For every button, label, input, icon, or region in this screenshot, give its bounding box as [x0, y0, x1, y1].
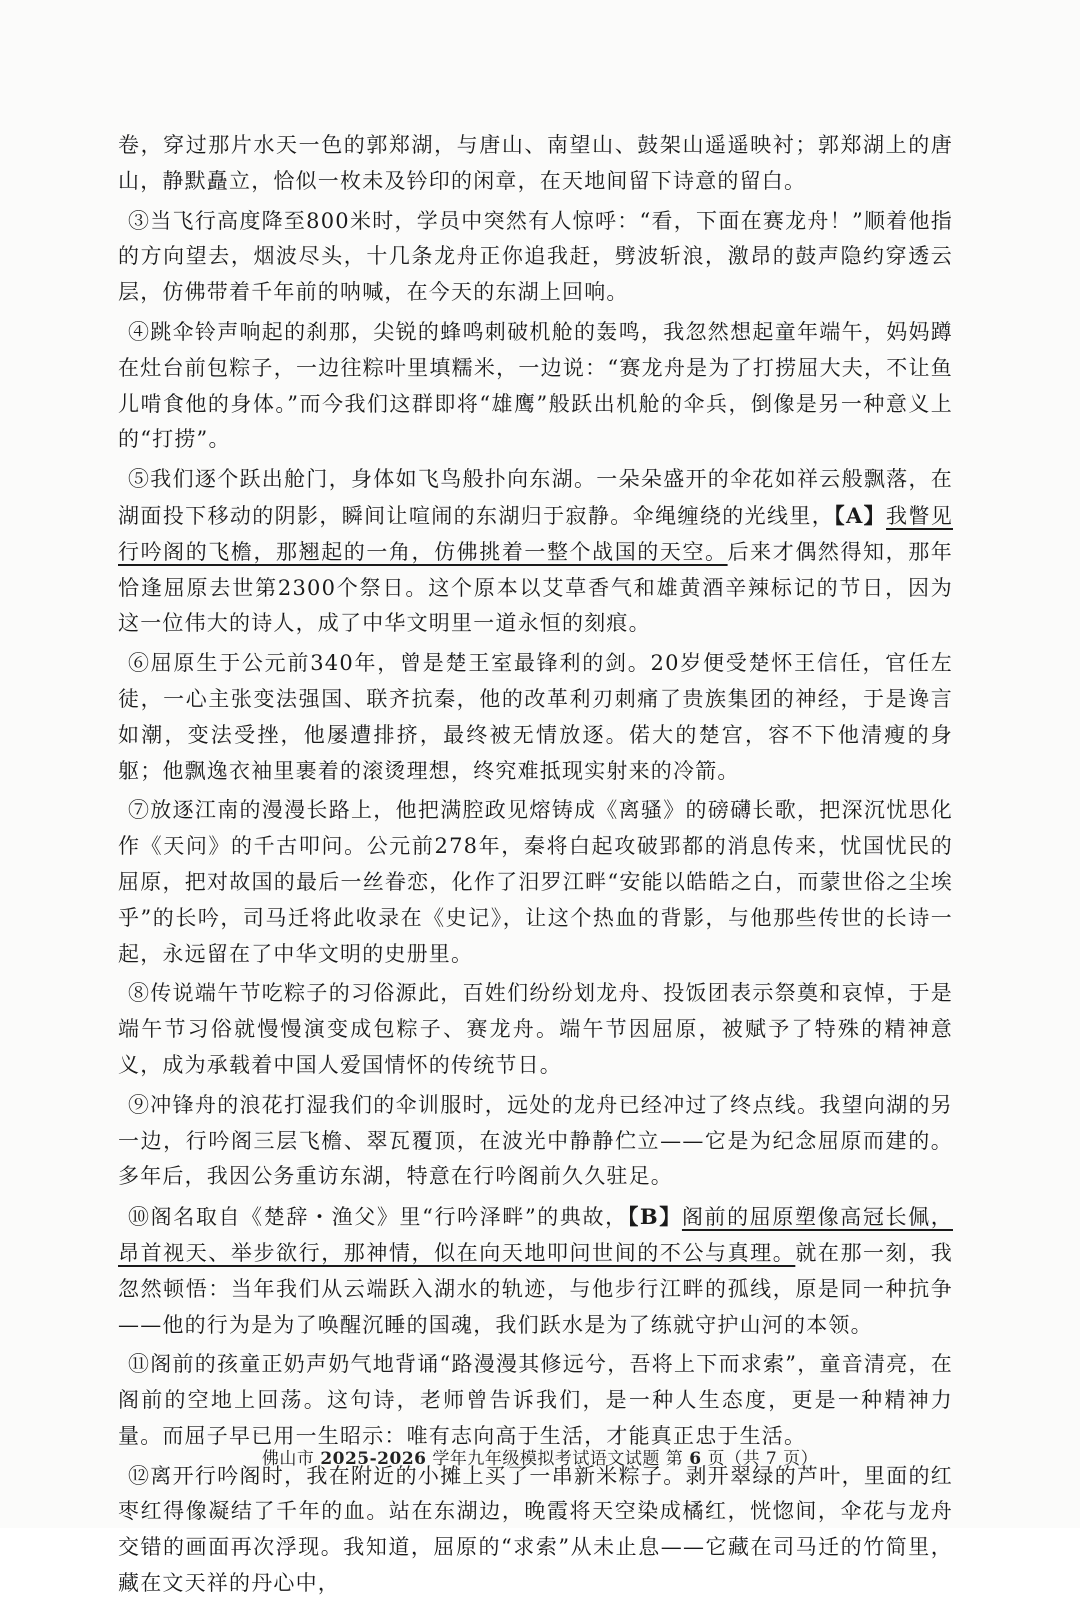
underlined-sentence-b: 阁前的屈原塑像高冠长佩，昂首视天、举步欲行，那神情，似在向天地叩问世间的不公与真理。: [118, 1205, 953, 1265]
paragraph-9: ⑨冲锋舟的浪花打湿我们的伞训服时，远处的龙舟已经冲过了终点线。我望向湖的另一边，行吟阁三层飞檐、翠瓦覆顶，在波光中静静伫立——它是为纪念屈原而建的。多年后，我因公务重访东湖，特意在行吟阁前久久驻足。: [118, 1092, 953, 1189]
footer-total: 页（共 7 页）: [701, 1449, 819, 1469]
paragraph-7: ⑦放逐江南的漫漫长路上，他把满腔政见熔铸成《离骚》的磅礴长歌，把深沉忧思化作《天问》的千古叩问。公元前278年，秦将白起攻破郢都的消息传来，忧国忧民的屈原，把对故国的最后一丝眷恋，化作了汨罗江畔“安能以皓皓之白，而蒙世俗之尘埃乎”的长吟，司马迁将此收录在《史记》，让这个热血的背影，与他那些传世的长诗一起，永远留在了中华文明的史册里。: [118, 798, 953, 966]
underlined-sentence-a: 我瞥见行吟阁的飞檐，那翘起的一角，仿佛挑着一整个战国的天空。: [118, 503, 953, 564]
footer-title: 学年九年级模拟考试语文试题 第: [426, 1449, 690, 1469]
footer-city: 佛山市: [261, 1449, 321, 1469]
paragraph-10-text-after: 就在那一刻，我忽然顿悟：当年我们从云端跃入湖水的轨迹，与他步行江畔的孤线，原是同一种抗争——他的行为是为了唤醒沉睡的国魂，我们跃水是为了练就守护山河的本领。: [118, 1240, 953, 1337]
paragraph-6: ⑥屈原生于公元前340年，曾是楚王室最锋利的剑。20岁便受楚怀王信任，官任左徒，一心主张变法强国、联齐抗秦，他的改革利刃刺痛了贵族集团的神经，于是谗言如潮，变法受挫，他屡遭排挤，最终被无情放逐。偌大的楚宫，容不下他清瘦的身躯；他飘逸衣袖里裹着的滚烫理想，终究难抵现实射来的冷箭。: [118, 651, 953, 783]
page-footer: [0, 1444, 1080, 1469]
paragraph-5-text: ⑤我们逐个跃出舱门，身体如飞鸟般扑向东湖。一朵朵盛开的伞花如祥云般飘落，在湖面投下移动的阴影，瞬间让喧闹的东湖归于寂静。伞绳缠绕的光线里，: [118, 467, 953, 528]
paragraph-4: ④跳伞铃声响起的刹那，尖锐的蜂鸣刺破机舱的轰鸣，我忽然想起童年端午，妈妈蹲在灶台前包粽子，一边往粽叶里填糯米，一边说：“赛龙舟是为了打捞屈大夫，不让鱼儿啃食他的身体。”而今我们这群即将“雄鹰”般跃出机舱的伞兵，倒像是另一种意义上的“打捞”。: [118, 319, 953, 452]
paragraph-3: ③当飞行高度降至800米时，学员中突然有人惊呼：“看，下面在赛龙舟！”顺着他指的方向望去，烟波尽头，十几条龙舟正你追我赶，劈波斩浪，激昂的鼓声隐约穿透云层，仿佛带着千年前的呐喊，在今天的东湖上回响。: [118, 208, 953, 305]
marker-a: 【A】: [834, 502, 887, 528]
marker-b: 【B】: [627, 1204, 682, 1230]
paragraph-10: [118, 1199, 953, 1343]
paragraph-continued: 卷，穿过那片水天一色的郭郑湖，与唐山、南望山、鼓架山遥遥映衬；郭郑湖上的唐山，静默矗立，恰似一枚未及钤印的闲章，在天地间留下诗意的留白。: [118, 133, 953, 193]
reading-passage: [118, 128, 953, 1606]
paragraph-11: ⑪阁前的孩童正奶声奶气地背诵“路漫漫其修远兮，吾将上下而求索”，童音清亮，在阁前的空地上回荡。这句诗，老师曾告诉我们，是一种人生态度，更是一种精神力量。而屈子早已用一生昭示：唯有志向高于生活，才能真正忠于生活。: [118, 1352, 953, 1448]
paragraph-5-text-after: 后来才偶然得知，那年恰逢屈原去世第2300个祭日。这个原本以艾草香气和雄黄酒辛辣标记的节日，因为这一位伟大的诗人，成了中华文明里一道永恒的刻痕。: [118, 539, 953, 636]
paragraph-10-text: ⑩阁名取自《楚辞・渔父》里“行吟泽畔”的典故，: [128, 1205, 628, 1230]
paragraph-8: ⑧传说端午节吃粽子的习俗源此，百姓们纷纷划龙舟、投饭团表示祭奠和哀悼，于是端午节习俗就慢慢演变成包粽子、赛龙舟。端午节因屈原，被赋予了特殊的精神意义，成为承载着中国人爱国情怀的传统节日。: [118, 981, 953, 1077]
footer-years: 2025-2026: [320, 1449, 427, 1469]
paragraph-12: ⑫离开行吟阁时，我在附近的小摊上买了一串新米粽子。剥开翠绿的芦叶，里面的红枣红得像凝结了千年的血。站在东湖边，晚霞将天空染成橘红，恍惚间，伞花与龙舟交错的画面再次浮现。我知道，屈原的“求索”从未止息——它藏在司马迁的竹简里，藏在文天祥的丹心中，: [118, 1463, 953, 1596]
footer-page-number: 6: [689, 1449, 702, 1469]
paragraph-5: [118, 462, 953, 642]
